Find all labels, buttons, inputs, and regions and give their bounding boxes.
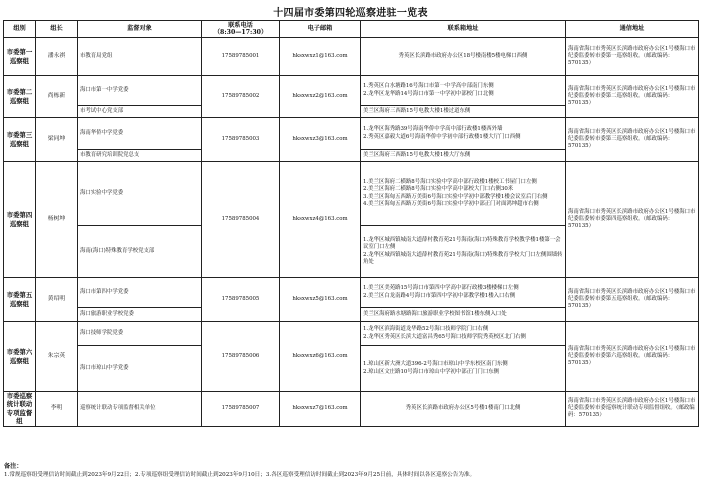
mailbox-address bbox=[361, 322, 566, 346]
header-office: 联系箱地址 bbox=[361, 21, 566, 38]
supervised-unit: 海口市第四中学党委 bbox=[78, 278, 202, 308]
contact-email: hksxwxz4@163.com bbox=[280, 162, 361, 278]
mailbox-address-line: 秀英区长滨路市政府办公区18号楼南楼5楼电梯口西侧 bbox=[398, 52, 528, 59]
table-body bbox=[4, 38, 699, 427]
contact-phone: 17589785007 bbox=[202, 392, 280, 427]
note-text: 1.常规巡察组受理信访时间截止到2023年9月22日；2.专项巡察组受理信访时间截止到2023年9月10日；3.各区巡察受理信访时间截止到2023年9月25日前，具体时间以各区巡察公告为准。 bbox=[4, 472, 476, 478]
mailbox-address bbox=[361, 76, 566, 106]
supervised-unit: 海口市第一中学党委 bbox=[78, 76, 202, 106]
mailbox-address bbox=[361, 308, 566, 322]
mailbox-address-line: 美兰区海府三西路15号电教大楼1楼过道东侧 bbox=[363, 107, 471, 114]
header-mail: 通信地址 bbox=[566, 21, 699, 38]
contact-email: hksxwxz2@163.com bbox=[280, 76, 361, 118]
contact-phone: 17589785001 bbox=[202, 38, 280, 76]
group-leader: 李明 bbox=[36, 392, 78, 427]
contact-phone: 17589785004 bbox=[202, 162, 280, 278]
table-row bbox=[4, 322, 699, 346]
contact-email: hksxwxz3@163.com bbox=[280, 118, 361, 162]
mailbox-address bbox=[361, 38, 566, 76]
mailbox-address-line: 1.美兰区美苑路15号海口市第四中学高中部行政楼3楼楼梯口左侧 bbox=[363, 285, 519, 292]
mailing-address: 海南省海口市秀英区长滨路市政府办公区1号楼海口市纪委监委转市委第五巡察组收。（邮政编码：570135） bbox=[566, 278, 699, 322]
mailbox-address-line: 1.琼山区新大洲大道396-2号海口市琼山中学东校区南门东侧 bbox=[363, 361, 508, 368]
mailbox-address bbox=[361, 278, 566, 308]
mailbox-address-line: 3.美兰区海甸五西路万美街6号海口实验中学初中部教学楼1楼会议室后门右侧 bbox=[363, 193, 548, 200]
contact-phone: 17589785002 bbox=[202, 76, 280, 118]
mailbox-address-line: 1.龙华区海秀路39号海南华侨中学高中部行政楼1楼西外墙 bbox=[363, 126, 503, 133]
group-name: 市委第二巡察组 bbox=[4, 76, 36, 118]
header-row bbox=[4, 21, 699, 38]
group-name: 市委第六巡察组 bbox=[4, 322, 36, 392]
contact-phone: 17589785006 bbox=[202, 322, 280, 392]
mailbox-address-line: 2.美兰区海府二横路8号海口实验中学高中部校大门口右侧30米 bbox=[363, 186, 514, 193]
contact-phone: 17589785005 bbox=[202, 278, 280, 322]
supervised-unit: 海口旅游职业学校党委 bbox=[78, 308, 202, 322]
mailing-address: 海南省海口市秀英区长滨路市政府办公区1号楼海口市纪委监委转市委第六巡察组收。（邮政编码：570135） bbox=[566, 322, 699, 392]
mailbox-address-line: 2.琼山区文庄路10号海口市琼山中学初中部正门门口东侧 bbox=[363, 368, 499, 375]
group-leader: 黄绍明 bbox=[36, 278, 78, 322]
mailbox-address-line: 1.龙华区城西镇城南大道薛村教育苑21号海南(海口)特殊教育学校教学楼1楼第一会议室门口左侧 bbox=[363, 237, 561, 251]
mailbox-address-line: 秀英区长滨路市政府办公区5号楼1楼南门口北侧 bbox=[405, 405, 521, 412]
supervised-unit: 市考试中心党支部 bbox=[78, 106, 202, 118]
mailbox-address bbox=[361, 118, 566, 150]
mailbox-address bbox=[361, 346, 566, 392]
table-row bbox=[4, 162, 699, 226]
header-group: 组别 bbox=[4, 21, 36, 38]
group-name: 市委巡察统计联动专项监督组 bbox=[4, 392, 36, 427]
contact-email: hksxwxz6@163.com bbox=[280, 322, 361, 392]
supervised-unit: 海口实验中学党委 bbox=[78, 162, 202, 226]
mailbox-address-line: 1.龙华区滨海街道龙华路52号海口技师学院门口右侧 bbox=[363, 326, 489, 333]
contact-email: hksxwxz5@163.com bbox=[280, 278, 361, 322]
mailbox-address-line: 2.美兰区白龙南路4号海口市第四中学初中部教学楼1楼入口右侧 bbox=[363, 292, 516, 299]
group-leader: 梁同坤 bbox=[36, 118, 78, 162]
mailing-address: 海南省海口市秀英区长滨路市政府办公区1号楼海口市纪委监委转市委第一巡察组收。（邮政编码：570135） bbox=[566, 38, 699, 76]
mailbox-address bbox=[361, 226, 566, 278]
mailbox-address-line: 2.龙华区秀英区长滨大道富昌秀65号海口技师学院秀英校区北门右侧 bbox=[363, 333, 526, 340]
contact-email: hksxwxz7@163.com bbox=[280, 392, 361, 427]
supervised-unit: 海南华侨中学党委 bbox=[78, 118, 202, 150]
header-leader: 组长 bbox=[36, 21, 78, 38]
mailbox-address bbox=[361, 392, 566, 427]
note-label: 备注： bbox=[4, 463, 23, 470]
table-row bbox=[4, 392, 699, 427]
mailing-address: 海南省海口市秀英区长滨路市政府办公区1号楼海口市纪委监委转市委巡察统计联动专项监督组收。（邮政编码：570135） bbox=[566, 392, 699, 427]
header-phone-hours: （8:30—17:30） bbox=[213, 29, 268, 36]
footnote bbox=[4, 463, 697, 479]
mailing-address: 海南省海口市秀英区长滨路市政府办公区1号楼海口市纪委监委转市委第二巡察组收。（邮政编码：570135） bbox=[566, 76, 699, 118]
group-name: 市委第五巡察组 bbox=[4, 278, 36, 322]
mailbox-address-line: 2.龙华区城西镇城南大道薛村教育苑21号海南(海口)特殊教育学校大门口左侧围墙转角处 bbox=[363, 251, 563, 265]
table-row bbox=[4, 38, 699, 76]
supervised-unit: 巡察统计联动专项监督相关单位 bbox=[78, 392, 202, 427]
group-leader: 潘永祺 bbox=[36, 38, 78, 76]
group-leader: 朱宗英 bbox=[36, 322, 78, 392]
mailbox-address-line: 美兰区海府路水塘路海口旅游职业学校图书馆1楼东侧入口处 bbox=[363, 310, 507, 317]
supervised-unit: 海口市琼山中学党委 bbox=[78, 346, 202, 392]
mailbox-address-line: 1.秀英区白水塘路16号海口市第一中学高中部南门东侧 bbox=[363, 83, 494, 90]
header-target: 监督对象 bbox=[78, 21, 202, 38]
mailbox-address-line: 2.龙华区龙华路14号海口市第一中学初中部校门口北侧 bbox=[363, 90, 494, 97]
page-title: 十四届市委第四轮巡察进驻一览表 bbox=[273, 8, 428, 19]
mailing-address: 海南省海口市秀英区长滨路市政府办公区1号楼海口市纪委监委转市委第三巡察组收。（邮政编码：570135） bbox=[566, 118, 699, 162]
supervised-unit: 市教育局党组 bbox=[78, 38, 202, 76]
header-phone-label: 联系电话 bbox=[228, 21, 253, 29]
table-row bbox=[4, 118, 699, 150]
supervised-unit: 海南(海口)特殊教育学校党支部 bbox=[78, 226, 202, 278]
mailbox-address bbox=[361, 150, 566, 162]
group-name: 市委第三巡察组 bbox=[4, 118, 36, 162]
mailbox-address-line: 1.美兰区海府二横路8号海口实验中学高中部行政楼1楼校工书屋门口左侧 bbox=[363, 179, 537, 186]
supervised-unit: 市教育研究培训院党总支 bbox=[78, 150, 202, 162]
mailbox-address-line: 2.秀英区嘉毅大道6号海南华侨中学初中部行政楼1楼大厅门口西侧 bbox=[363, 133, 521, 140]
inspection-table bbox=[3, 20, 699, 427]
group-name: 市委第一巡察组 bbox=[4, 38, 36, 76]
mailbox-address bbox=[361, 162, 566, 226]
contact-phone: 17589785003 bbox=[202, 118, 280, 162]
mailbox-address bbox=[361, 106, 566, 118]
mailbox-address-line: 4.美兰区海甸五西路万美街6号海口实验中学初中部正门对面鸿坤超市右侧 bbox=[363, 200, 539, 207]
group-leader: 杨树坤 bbox=[36, 162, 78, 278]
table-row bbox=[4, 76, 699, 106]
contact-email: hksxwxz1@163.com bbox=[280, 38, 361, 76]
group-leader: 尚栋新 bbox=[36, 76, 78, 118]
table-row bbox=[4, 278, 699, 308]
mailing-address: 海南省海口市秀英区长滨路市政府办公区1号楼海口市纪委监委转市委第四巡察组收。（邮政编码：570135） bbox=[566, 162, 699, 278]
mailbox-address-line: 美兰区海府三西路15号电教大楼1楼大厅东侧 bbox=[363, 151, 471, 158]
header-phone bbox=[202, 21, 280, 38]
header-email: 电子邮箱 bbox=[280, 21, 361, 38]
group-name: 市委第四巡察组 bbox=[4, 162, 36, 278]
supervised-unit: 海口技师学院党委 bbox=[78, 322, 202, 346]
